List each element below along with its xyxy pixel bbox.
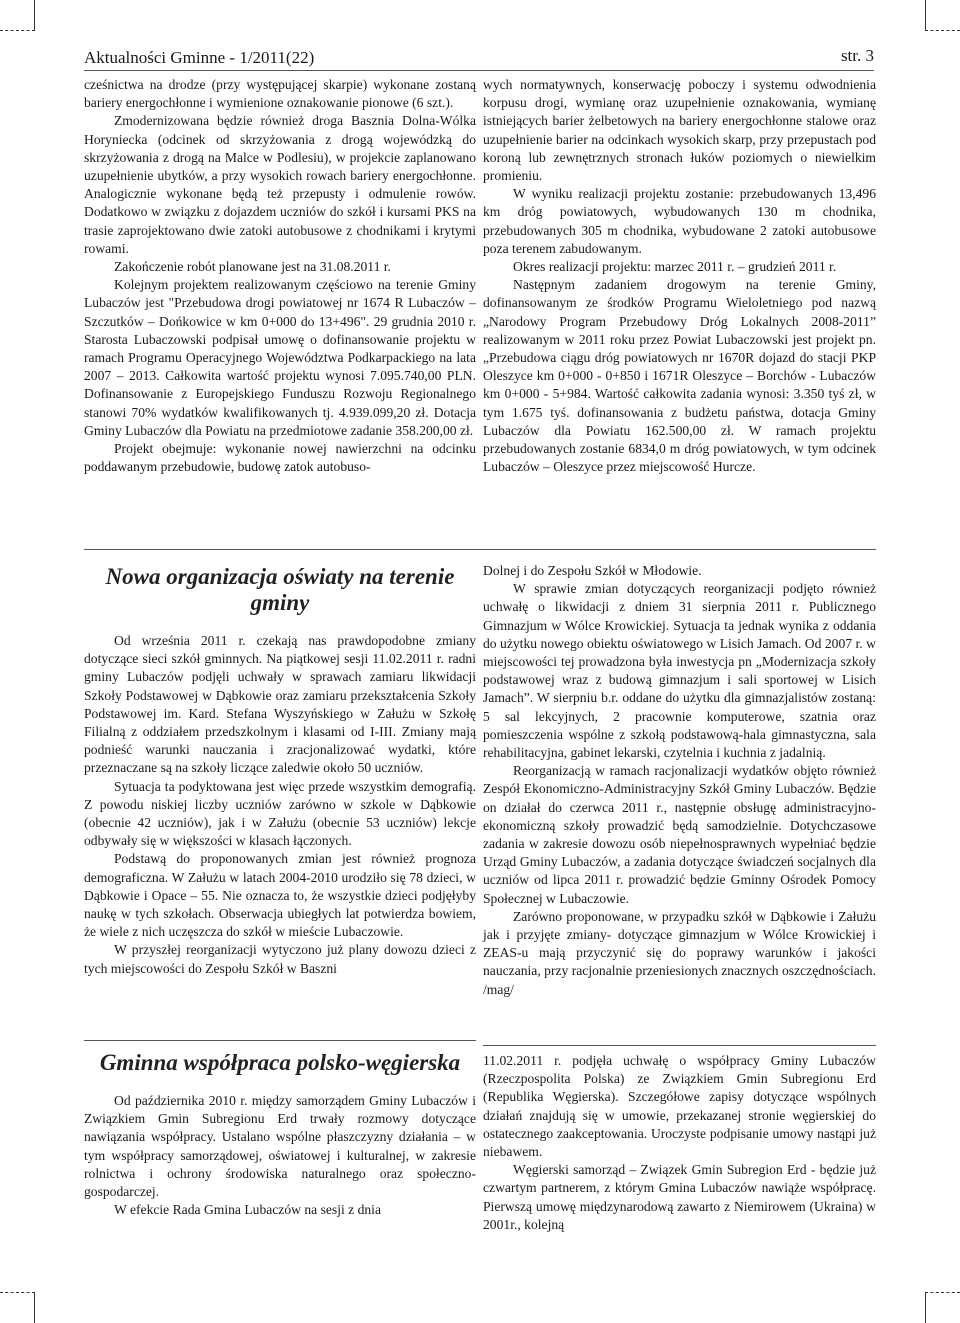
paragraph: Zakończenie robót planowane jest na 31.08.2011 r. (114, 259, 391, 275)
paragraph: W sprawie zmian dotyczących reorganizacji podjęto również uchwałę o likwidacji z dniem 31 sierpnia 2011 r. Publicznego Gimnazjum w Wólce Krowickiej. Sytuacja ta jednak wynika z oddania do użytku nowego obiektu oświatowego w Lisich Jamach. Od 2007 r. w miejscowości tej prowadzona była inwestycja pn „Modernizacja szkoły podstawowej wraz z budową gimnazjum i sali sportowej w Lisich Jamach”. W sierpniu b.r. oddane do użytku dla gimnazjalistów zostaną: 5 sal lekcyjnych, 2 pracownie komputerowe, szatnia oraz pomieszczenia wspólne z szkołą podstawową-hala gimnastyczna, sala rehabilitacyjna, gabinet lekarski, czytelnia i kuchnia z jadalnią. (483, 581, 876, 761)
paragraph: Kolejnym projektem realizowanym częściowo na terenie Gminy Lubaczów jest "Przebudowa drogi powiatowej nr 1674 R Lubaczów – Szczutków – Dońkowice w km 0+000 do 13+496". 29 grudnia 2010 r. Starosta Lubaczowski podpisał umowę o dofinansowanie projektu w ramach Programu Operacyjnego Województwa Podkarpackiego na lata 2007 – 2013. Całkowita wartość projektu wynosi 7.095.740,00 PLN. Dofinansowanie z Europejskiego Funduszu Rozwoju Regionalnego stanowi 70% wydatków kwalifikowanych tj. 4.939.099,20 zł. Dotacja Gminy Lubaczów dla Powiatu na przedmiotowe zadanie 358.200,00 zł. (84, 277, 476, 438)
paragraph: wych normatywnych, konserwację poboczy i systemu odwodnienia korpusu drogi, wymianę oraz uzupełnienie oznakowania, wymianę istniejących barier żelbetowych na bariery energochłonne stalowe oraz uzupełnienie barier na odcinkach wysokich skarp, przy przepustach pod koroną lub zewnętrznych stronach łuków poziomych o niewielkim promieniu. (483, 77, 876, 184)
paragraph: Od września 2011 r. czekają nas prawdopodobne zmiany dotyczące sieci szkół gminnych. Na piątkowej sesji 11.02.2011 r. radni gminy Lubaczów podjęli uchwały w sprawach zamiaru likwidacji Szkoły Podstawowej w Dąbkowie oraz zamiaru przekształcenia Szkoły Podstawowej im. Kard. Stefana Wyszyńskiego w Załużu w Szkołę Filialną z oddziałem przedszkolnym i klasami od I-III. Zmiany mają podnieść warunki nauczania i zracjonalizować wydatki, które przeznaczane są na szkoły liczące zaledwie około 50 uczniów. (84, 633, 476, 776)
cooperation-left-column (84, 1092, 476, 1219)
page-number: str. 3 (840, 46, 874, 65)
education-right-column (483, 562, 876, 999)
paragraph: Dolnej i do Zespołu Szkół w Młodowie. (483, 563, 702, 578)
education-left-column (84, 632, 476, 978)
page-header (84, 44, 874, 71)
paragraph: 11.02.2011 r. podjęła uchwałę o współpracy Gminy Lubaczów (Rzeczpospolita Polska) ze Związkiem Gmin Subregionu Erd (Republika Węgierska). Szczegółowe zapisy dotyczące wspólnych działań znajdują się w umowie, przekazanej stronie węgierskiej do ostatecznego zaakceptowania. Uroczyste podpisanie umowy nastąpi już niebawem. (483, 1053, 876, 1160)
paragraph: Reorganizacją w ramach racjonalizacji wydatków objęto również Zespół Ekonomiczno-Administracyjny Szkół Gminy Lubaczów. Będzie on działał do czerwca 2011 r., następnie obsługę administracyjno-ekonomiczną szkoły prowadzić będą samodzielnie. Dotychczasowe zadania w zakresie dowozu osób niepełnosprawnych wypełniać będzie Urząd Gminy Lubaczów, a zadania dotyczące świadczeń socjalnych dla uczniów od lipca 2011 r. prowadzić będzie Gminny Ośrodek Pomocy Społecznej w Lubaczowie. (483, 763, 876, 906)
paragraph: Zarówno proponowane, w przypadku szkół w Dąbkowie i Załużu jak i przyjęte zmiany- dotyczące gimnazjum w Wólce Krowickiej i ZEAS-u mają przyczynić się do poprawy warunków i jakości nauczania, przy racjonalnie przeniesionych znacznych oszczędnościach. /mag/ (483, 908, 876, 997)
paragraph: W efekcie Rada Gmina Lubaczów na sesji z dnia (114, 1202, 381, 1218)
crop-mark-bottom-right (925, 1292, 960, 1323)
heading-rule (84, 1040, 476, 1041)
top-left-column (84, 76, 476, 476)
paragraph: Następnym zadaniem drogowym na terenie Gminy, dofinansowanym ze środków Programu Wieloletniego pod nazwą „Narodowy Program Przebudowy Dróg Lokalnych 2008-2011” realizowanym w 2011 roku przez Powiat Lubaczowski jest projekt pn. „Przebudowa ciągu dróg powiatowych nr 1670R dojazd do stacji PKP Oleszyce km 0+000 - 0+850 i 1671R Oleszyce – Borchów - Lubaczów km 0+000 - 5+984. Wartość całkowita zadania wynosi: 3.350 tyś zł, w tym 1.675 tyś. dofinansowania z budżetu państwa, dotacja Gminy Lubaczów dla Powiatu 162.500,00 zł. W ramach projektu przebudowanych zostanie 6834,0 m dróg powiatowych, w tym odcinek Lubaczów – Oleszyce przez miejscowość Hurcze. (483, 277, 876, 475)
column-rule (483, 1045, 876, 1046)
crop-mark-top-right (925, 0, 960, 31)
paragraph: Podstawą do proponowanych zmian jest również prognoza demograficzna. W Załużu w latach 2004-2010 urodziło się 78 dzieci, w Dąbkowie i Opace – 55. Nie oznacza to, że wszystkie dzieci podjęłyby naukę w tych szkołach. Obserwacja ubiegłych lat potwierdza bowiem, że wiele z nich uczęszcza do szkół w mieście Lubaczowie. (84, 851, 476, 940)
paragraph: Okres realizacji projektu: marzec 2011 r. – grudzień 2011 r. (513, 259, 837, 275)
paragraph: Węgierski samorząd – Związek Gmin Subregion Erd - będzie już czwartym partnerem, z którym Gmina Lubaczów nawiąże współpracę. Pierwszą umowę międzynarodową zawarto z Niemirowem (Ukraina) w 2001r., kolejną (483, 1162, 876, 1232)
section-heading-cooperation: Gminna współpraca polsko-węgierska (99, 1050, 461, 1075)
paragraph: W wyniku realizacji projektu zostanie: przebudowanych 13,496 km dróg powiatowych, wybudowanych 130 m chodnika, przebudowanych 305 m chodnika, wybudowane 2 zatoki autobusowe poza terenem zabudowanym. (483, 186, 876, 256)
section-divider (84, 549, 876, 550)
paragraph: Projekt obejmuje: wykonanie nowej nawierzchni na odcinku poddawanym przebudowie, budowę zatok autobuso- (84, 441, 476, 475)
cooperation-right-column (483, 1052, 876, 1234)
crop-mark-bottom-left (0, 1292, 35, 1323)
crop-mark-top-left (0, 0, 35, 31)
top-right-column (483, 76, 876, 476)
paragraph: Zmodernizowana będzie również droga Basznia Dolna-Wólka Horyniecka (odcinek od skrzyżowania z drogą wojewódzką do skrzyżowania z drogą na Malce w Podlesiu), w projekcie zaplanowano uzupełnienie ubytków, a przy wysokich rowach bariery energochłonne. Analogicznie wykonane będą też przepusty i odmulenie rowów. Dodatkowo w związku z dojazdem uczniów do szkół i kursami PKS na trasie zaprojektowano dwie zatoki autobusowe z chodnikami i krytymi rowami. (84, 113, 476, 256)
paragraph: Od października 2010 r. między samorządem Gminy Lubaczów i Związkiem Gmin Subregionu Erd trwały rozmowy dotyczące nawiązania współpracy. Ustalano wspólne płaszczyzny działania – w tym współpracy samorządowej, oświatowej i kulturalnej, w zakresie rolnictwa i ochrony środowiska naturalnego oraz społeczno-gospodarczej. (84, 1093, 476, 1200)
publication-title: Aktualności Gminne - 1/2011(22) (84, 48, 315, 67)
paragraph: Sytuacja ta podyktowana jest więc przede wszystkim demografią. Z powodu niskiej liczby uczniów zarówno w szkole w Dąbkowie (obecnie 42 uczniów), jak i w Załużu (obecnie 53 uczniów) lekcje odbywały się w większości w klasach łączonych. (84, 778, 476, 849)
paragraph: cześnictwa na drodze (przy występującej skarpie) wykonane zostaną bariery energochłonne i wymienione oznakowanie pionowe (6 szt.). (84, 77, 476, 111)
paragraph: W przyszłej reorganizacji wytyczono już plany dowozu dzieci z tych miejscowości do Zespołu Szkół w Baszni (84, 942, 476, 976)
section-heading-education: Nowa organizacja oświaty na terenie gminy (105, 564, 455, 615)
